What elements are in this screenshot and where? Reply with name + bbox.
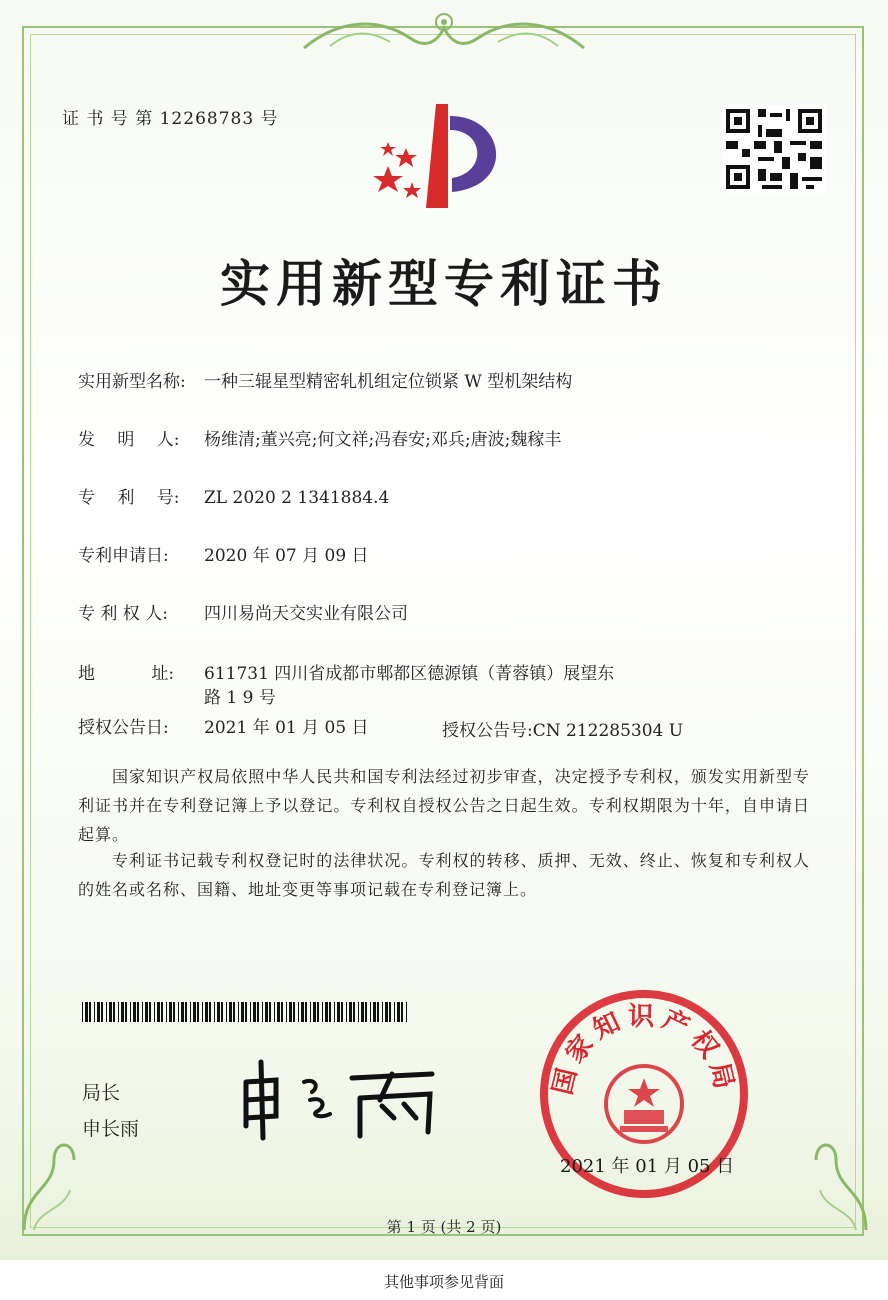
field-grant-date (78, 716, 404, 740)
top-ornament-icon (300, 8, 588, 54)
field-value: 611731 四川省成都市郫都区德源镇（菁蓉镇）展望东路 1 9 号 (204, 664, 615, 708)
field-patent-number (78, 486, 634, 510)
field-value: 一种三辊星型精密轧机组定位锁紧 W 型机架结构 (204, 372, 573, 392)
seal-text: 国家知识产权局 (547, 1002, 741, 1098)
field-label: 授权公告日: (78, 718, 169, 738)
back-note: 其他事项参见背面 (383, 1273, 504, 1291)
field-label: 专 利 号: (78, 488, 180, 508)
field-label: 授权公告号: (442, 721, 533, 741)
field-value: 2020 年 07 月 09 日 (204, 546, 369, 566)
field-value: CN 212285304 U (532, 721, 684, 741)
certificate-number: 证 书 号 第 12268783 号 (62, 109, 279, 129)
field-label: 地 址: (78, 664, 175, 684)
field-publication-number (442, 716, 683, 741)
field-label: 专 利 权 人: (78, 604, 168, 624)
field-value: 四川易尚天交实业有限公司 (204, 604, 408, 624)
field-value: 2021 年 01 月 05 日 (204, 718, 369, 738)
statement-paragraph-1: 国家知识产权局依照中华人民共和国专利法经过初步审查，决定授予专利权，颁发实用新型专利证书并在专利登记簿上予以登记。专利权自授权公告之日起生效。专利权期限为十年，自申请日起算。 (78, 767, 810, 844)
field-label: 发 明 人: (78, 430, 180, 450)
field-label: 专利申请日: (78, 546, 169, 566)
field-value: ZL 2020 2 1341884.4 (204, 488, 390, 508)
handwritten-signature (232, 1052, 452, 1142)
cnipa-emblem-icon (366, 96, 526, 214)
page-number: 第 1 页 (共 2 页) (386, 1218, 502, 1236)
field-patentee (78, 602, 634, 626)
certificate-title: 实用新型专利证书 (220, 254, 668, 313)
director-title: 局长 (82, 1082, 121, 1104)
field-utility-model-name (78, 370, 634, 394)
statement-paragraph-2: 专利证书记载专利权登记时的法律状况。专利权的转移、质押、无效、终止、恢复和专利权人的姓名或名称、国籍、地址变更等事项记载在专利登记簿上。 (78, 851, 810, 899)
director-name: 申长雨 (82, 1118, 140, 1140)
field-inventor (78, 428, 634, 452)
seal-date: 2021 年 01 月 05 日 (560, 1156, 735, 1177)
field-label: 实用新型名称: (78, 372, 186, 392)
qr-code-icon (722, 104, 826, 194)
field-value: 杨维清;董兴亮;何文祥;冯春安;邓兵;唐波;魏稼丰 (204, 430, 562, 450)
field-address (78, 662, 624, 710)
barcode-icon (82, 1002, 408, 1022)
field-application-date (78, 544, 634, 568)
